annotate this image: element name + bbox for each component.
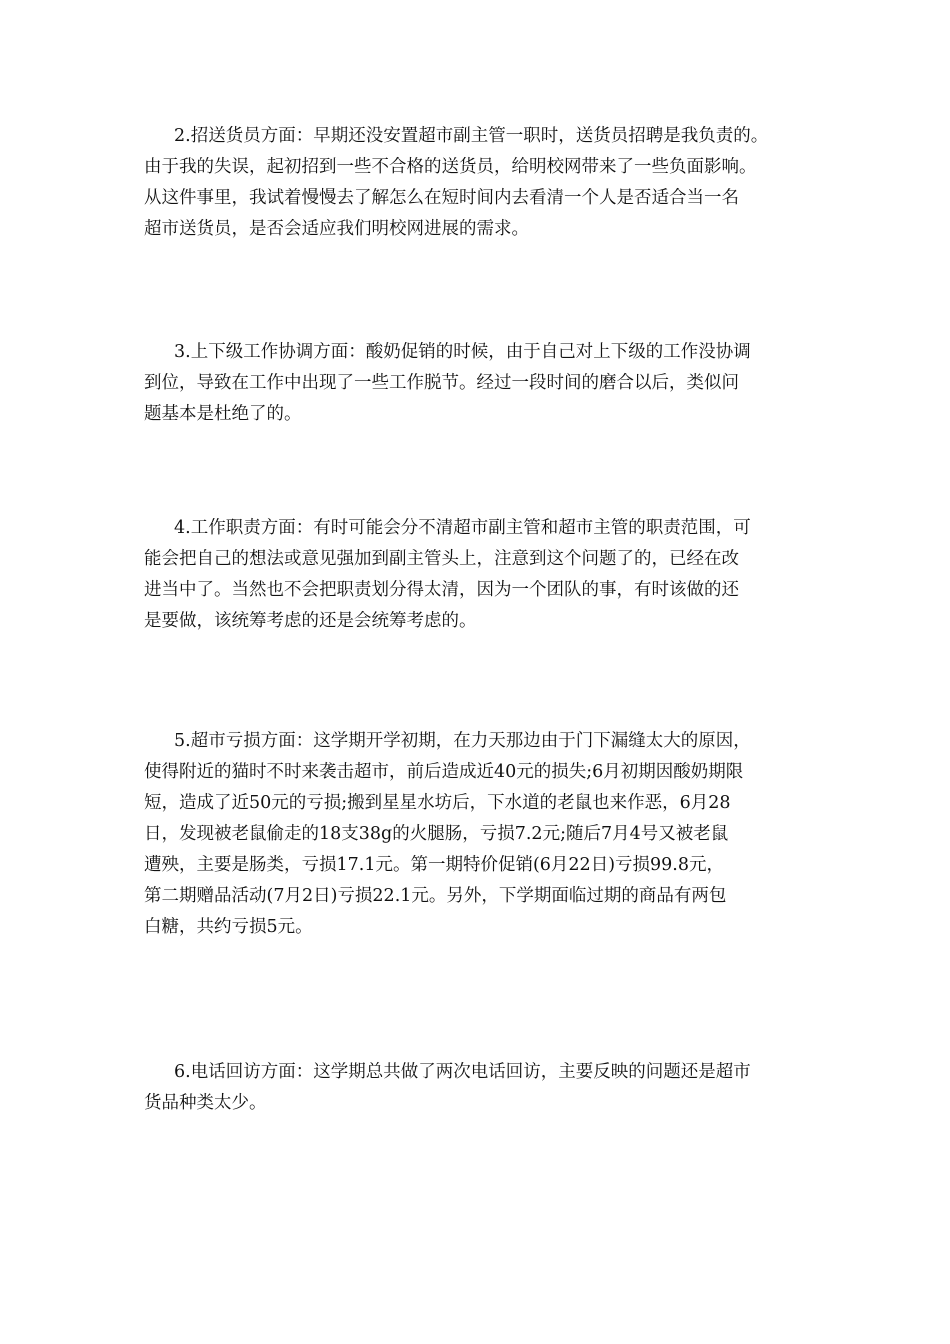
paragraph-line: 6.电话回访方面：这学期总共做了两次电话回访，主要反映的问题还是超市 [174, 1062, 751, 1082]
paragraph-line: 5.超市亏损方面：这学期开学初期，在力天那边由于门下漏缝太大的原因， [174, 731, 751, 751]
paragraph-delivery-staff [144, 121, 824, 245]
paragraph-line: 由于我的失误，起初招到一些不合格的送货员，给明校网带来了一些负面影响。 [144, 157, 757, 177]
paragraph-line: 日，发现被老鼠偷走的18支38g的火腿肠，亏损7.2元;随后7月4号又被老鼠 [144, 824, 729, 844]
paragraph-line: 遭殃，主要是肠类，亏损17.1元。第一期特价促销(6月22日)亏损99.8元， [144, 855, 724, 875]
paragraph-line: 货品种类太少。 [144, 1093, 267, 1113]
paragraph-line: 能会把自己的想法或意见强加到副主管头上，注意到这个问题了的，已经在改 [144, 549, 739, 569]
paragraph-line: 白糖，共约亏损5元。 [144, 917, 313, 937]
paragraph-line: 是要做，该统筹考虑的还是会统筹考虑的。 [144, 611, 477, 631]
paragraph-line: 从这件事里，我试着慢慢去了解怎么在短时间内去看清一个人是否适合当一名 [144, 188, 739, 208]
paragraph-phone-followup [144, 1057, 824, 1119]
paragraph-coordination [144, 337, 824, 430]
paragraph-line: 使得附近的猫时不时来袭击超市，前后造成近40元的损失;6月初期因酸奶期限 [144, 762, 744, 782]
paragraph-line: 到位，导致在工作中出现了一些工作脱节。经过一段时间的磨合以后，类似问 [144, 373, 739, 393]
paragraph-line: 超市送货员，是否会适应我们明校网进展的需求。 [144, 219, 529, 239]
paragraph-line: 4.工作职责方面：有时可能会分不清超市副主管和超市主管的职责范围，可 [174, 518, 751, 538]
paragraph-line: 2.招送货员方面：早期还没安置超市副主管一职时，送货员招聘是我负责的。 [174, 126, 769, 146]
paragraph-line: 短，造成了近50元的亏损;搬到星星水坊后，下水道的老鼠也来作恶，6月28 [144, 793, 731, 813]
paragraph-responsibilities [144, 513, 824, 637]
paragraph-losses [144, 726, 824, 943]
paragraph-line: 进当中了。当然也不会把职责划分得太清，因为一个团队的事，有时该做的还 [144, 580, 739, 600]
paragraph-line: 第二期赠品活动(7月2日)亏损22.1元。另外，下学期面临过期的商品有两包 [144, 886, 727, 906]
paragraph-line: 3.上下级工作协调方面：酸奶促销的时候，由于自己对上下级的工作没协调 [174, 342, 751, 362]
paragraph-line: 题基本是杜绝了的。 [144, 404, 302, 424]
